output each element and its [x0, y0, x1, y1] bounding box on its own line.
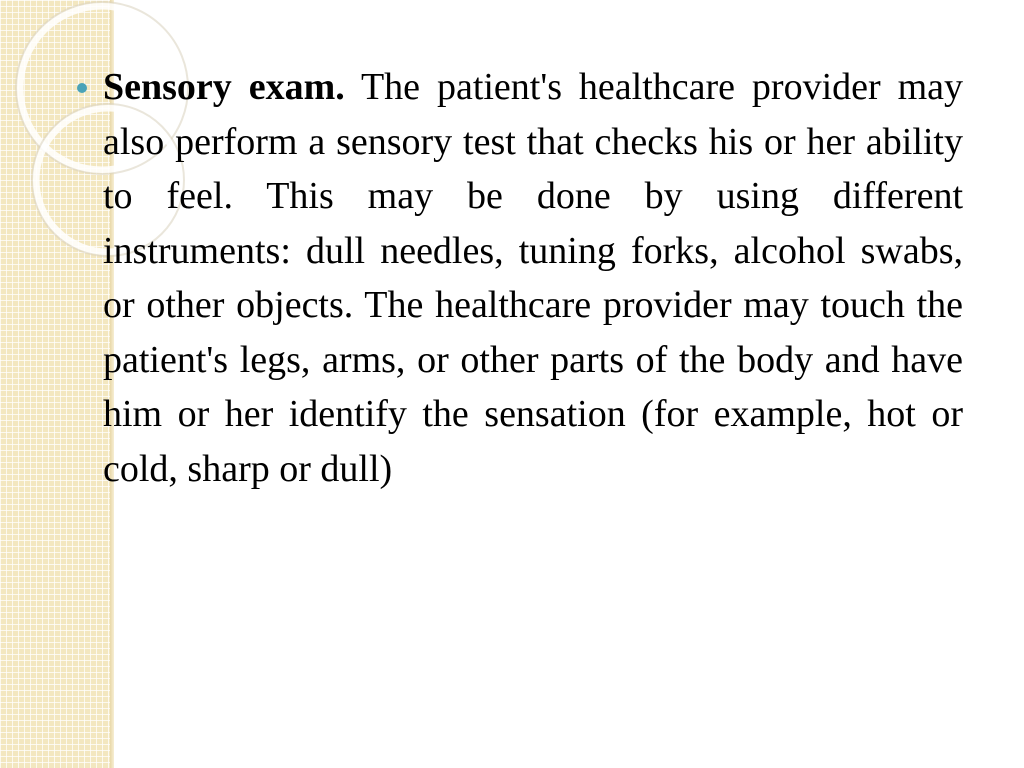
bullet-dot-icon [77, 83, 87, 93]
bullet-lead-term: Sensory exam. [103, 66, 345, 108]
slide-body [103, 60, 963, 496]
bullet-item [103, 60, 963, 496]
bullet-paragraph [103, 60, 963, 496]
bullet-body-text: The patient's healthcare provider may also perform a sensory test that checks his or her ability to feel. This may be done by using different instruments: dull needles, tuning forks, alcohol swabs, or other objects. The healthcare provider may touch the patient's legs, arms, or other parts of the body and have him or her identify the sensation (for example, hot or cold, sharp or dull) [103, 66, 963, 490]
